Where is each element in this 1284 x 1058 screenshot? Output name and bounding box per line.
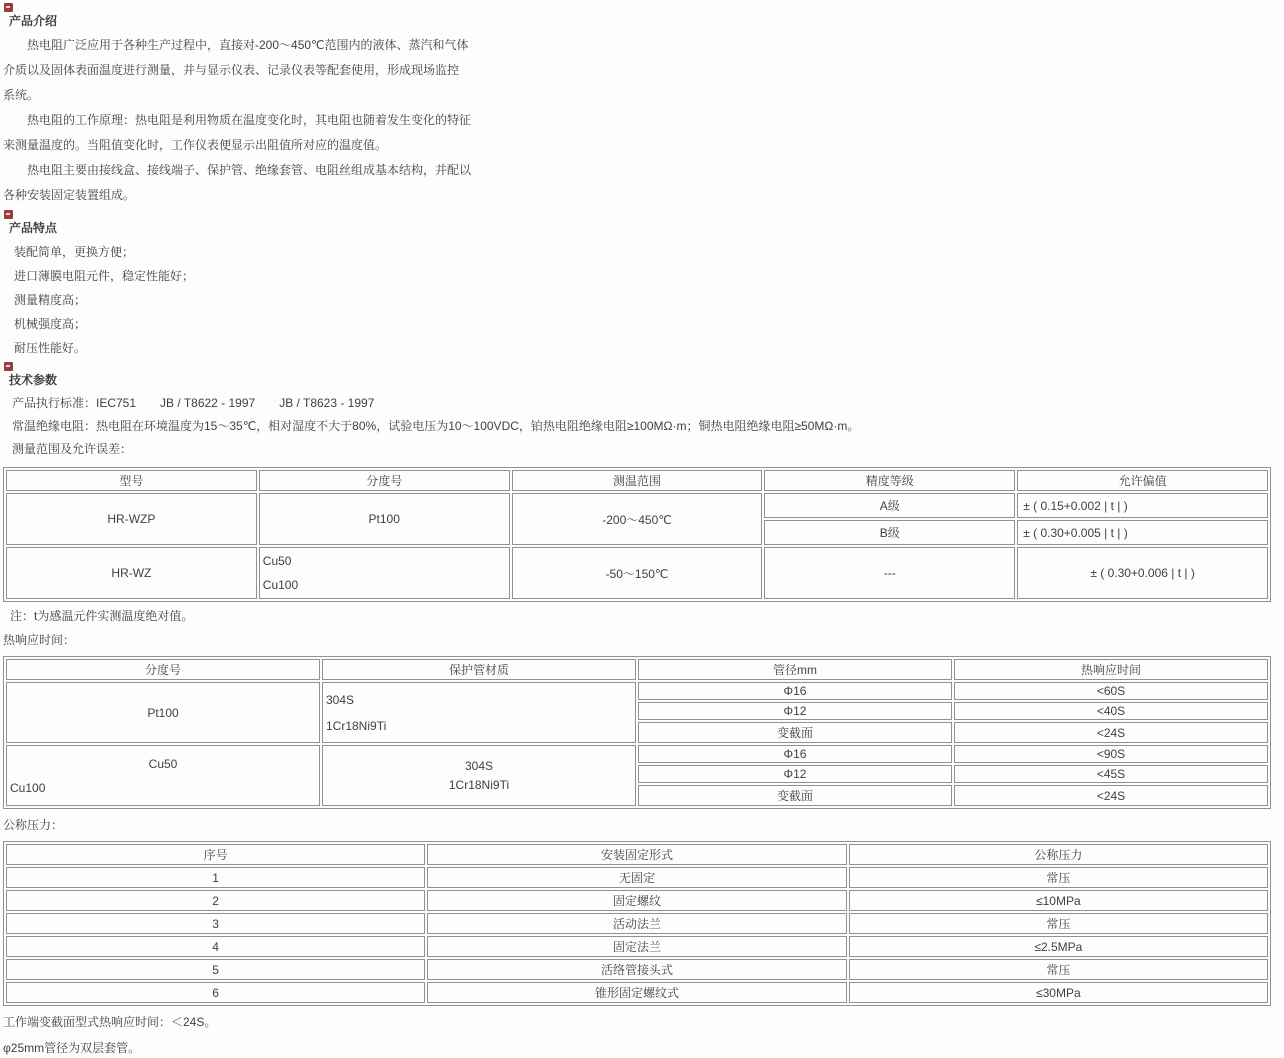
cell-diameter: Φ16 xyxy=(638,682,952,700)
cell-model: HR-WZP xyxy=(6,493,257,545)
cell-response-time: <40S xyxy=(954,702,1268,720)
cell-diameter: Φ12 xyxy=(638,702,952,720)
cell-model: HR-WZ xyxy=(6,547,257,599)
table-row xyxy=(6,913,1268,934)
feature-item: 机械强度高； xyxy=(14,317,87,331)
cell-diameter: Φ12 xyxy=(638,765,952,783)
broken-image-icon xyxy=(4,362,13,371)
cell-mounting: 活动法兰 xyxy=(427,913,846,934)
cell-range: -50～150℃ xyxy=(512,547,763,599)
cell-range: -200～450℃ xyxy=(512,493,763,545)
material-line: 1Cr18Ni9Ti xyxy=(326,718,387,733)
column-header-diameter: 管径mm xyxy=(638,659,952,680)
cell-index: 1 xyxy=(6,867,425,888)
insulation-line: 常温绝缘电阻：热电阻在环境温度为15～35℃，相对湿度不大于80%，试验电压为10～100VDC，铂热电阻绝缘电阻≥100MΩ·m；铜热电阻绝缘电阻≥50MΩ·m。 xyxy=(12,419,860,433)
cell-mounting: 固定螺纹 xyxy=(427,890,846,911)
graduation-line: Cu50 xyxy=(148,756,178,771)
table-row xyxy=(6,867,1268,888)
cell-pressure: ≤30MPa xyxy=(849,982,1268,1003)
table-row xyxy=(6,936,1268,957)
feature-item: 进口薄膜电阻元件，稳定性能好； xyxy=(14,269,195,283)
intro-paragraph-line: 热电阻广泛应用于各种生产过程中，直接对-200～450℃范围内的液体、蒸汽和气体 xyxy=(27,38,469,52)
table-row xyxy=(6,982,1268,1003)
cell-deviation: ± ( 0.30+0.006 | t | ) xyxy=(1017,547,1268,599)
material-line: 304S xyxy=(464,758,494,773)
feature-item: 耐压性能好。 xyxy=(14,341,87,355)
cell-pressure: 常压 xyxy=(849,959,1268,980)
column-header-deviation: 允许偏值 xyxy=(1017,470,1268,491)
cell-mounting: 锥形固定螺纹式 xyxy=(427,982,846,1003)
cell-index: 5 xyxy=(6,959,425,980)
cell-response-time: <90S xyxy=(954,745,1268,763)
standard-line: 产品执行标准：IEC751 JB / T8622 - 1997 JB / T8623 - 1997 xyxy=(12,396,375,410)
graduation-line: Cu100 xyxy=(262,578,299,592)
cell-response-time: <60S xyxy=(954,682,1268,700)
cell-response-time: <24S xyxy=(954,785,1268,806)
table-row xyxy=(6,547,1268,599)
intro-paragraph-line: 各种安装固定装置组成。 xyxy=(3,188,136,202)
cell-diameter: 变截面 xyxy=(638,785,952,806)
cell-index: 6 xyxy=(6,982,425,1003)
table-row xyxy=(6,890,1268,911)
feature-item: 装配简单，更换方便； xyxy=(14,245,135,259)
graduation-line: Cu100 xyxy=(10,780,46,795)
column-header-accuracy: 精度等级 xyxy=(764,470,1015,491)
table-row xyxy=(6,959,1268,980)
column-header-response-time: 热响应时间 xyxy=(954,659,1268,680)
cell-material xyxy=(322,682,636,743)
section-product-features xyxy=(3,210,1278,360)
graduation-line: Cu50 xyxy=(262,554,292,568)
table-header-row xyxy=(6,844,1268,865)
cell-response-time: <45S xyxy=(954,765,1268,783)
column-header-index: 序号 xyxy=(6,844,425,865)
cell-deviation-b: ± ( 0.30+0.005 | t | ) xyxy=(1017,520,1268,545)
cell-diameter: Φ16 xyxy=(638,745,952,763)
cell-grade: --- xyxy=(764,547,1015,599)
footer-note: φ25mm管径为双层套管。 xyxy=(3,1041,141,1055)
cell-grade-b: B级 xyxy=(764,520,1015,545)
table-row xyxy=(6,682,1268,700)
section-title-product-features: 产品特点 xyxy=(9,221,58,235)
table-row xyxy=(6,493,1268,518)
column-header-range: 测温范围 xyxy=(512,470,763,491)
cell-pressure: 常压 xyxy=(849,867,1268,888)
nominal-pressure-table xyxy=(3,841,1271,1006)
cell-graduation xyxy=(6,745,320,806)
table-row xyxy=(6,745,1268,763)
intro-paragraph-line: 热电阻主要由接线盒、接线端子、保护管、绝缘套管、电阻丝组成基本结构，并配以 xyxy=(27,163,472,177)
column-header-graduation: 分度号 xyxy=(6,659,320,680)
intro-paragraph-line: 热电阻的工作原理：热电阻是利用物质在温度变化时，其电阻也随着发生变化的特征 xyxy=(27,113,472,127)
cell-pressure: ≤10MPa xyxy=(849,890,1268,911)
thermal-response-table xyxy=(3,656,1271,809)
cell-pressure: 常压 xyxy=(849,913,1268,934)
cell-mounting: 固定法兰 xyxy=(427,936,846,957)
table-header-row xyxy=(6,470,1268,491)
cell-graduation: Pt100 xyxy=(259,493,510,545)
column-header-graduation: 分度号 xyxy=(259,470,510,491)
table-header-row xyxy=(6,659,1268,680)
cell-mounting: 活络管接头式 xyxy=(427,959,846,980)
table-note: 注：t为感温元件实测温度绝对值。 xyxy=(10,609,194,623)
broken-image-icon xyxy=(4,3,13,12)
cell-grade-a: A级 xyxy=(764,493,1015,518)
measuring-range-table xyxy=(3,467,1271,602)
column-header-material: 保护管材质 xyxy=(322,659,636,680)
cell-graduation xyxy=(259,547,510,599)
section-tech-params xyxy=(3,362,1278,1058)
section-title-tech-params: 技术参数 xyxy=(9,373,58,387)
broken-image-icon xyxy=(4,210,13,219)
column-header-pressure: 公称压力 xyxy=(849,844,1268,865)
cell-index: 3 xyxy=(6,913,425,934)
pressure-table-label: 公称压力： xyxy=(3,818,64,832)
cell-index: 2 xyxy=(6,890,425,911)
response-table-label: 热响应时间： xyxy=(3,633,76,647)
intro-paragraph-line: 来测量温度的。当阻值变化时，工作仪表便显示出阻值所对应的温度值。 xyxy=(3,138,388,152)
range-table-label: 测量范围及允许误差： xyxy=(12,442,133,456)
section-title-product-intro: 产品介绍 xyxy=(9,14,58,28)
cell-diameter: 变截面 xyxy=(638,722,952,743)
cell-mounting: 无固定 xyxy=(427,867,846,888)
cell-deviation-a: ± ( 0.15+0.002 | t | ) xyxy=(1017,493,1268,518)
intro-paragraph-line: 介质以及固体表面温度进行测量，并与显示仪表、记录仪表等配套使用，形成现场监控 xyxy=(3,63,460,77)
footer-note: 工作端变截面型式热响应时间：＜24S。 xyxy=(3,1015,217,1029)
cell-graduation: Pt100 xyxy=(6,682,320,743)
feature-item: 测量精度高； xyxy=(14,293,87,307)
column-header-mounting: 安装固定形式 xyxy=(427,844,846,865)
cell-index: 4 xyxy=(6,936,425,957)
column-header-model: 型号 xyxy=(6,470,257,491)
intro-paragraph-line: 系统。 xyxy=(3,88,40,102)
cell-pressure: ≤2.5MPa xyxy=(849,936,1268,957)
cell-material xyxy=(322,745,636,806)
material-line: 304S xyxy=(326,692,355,707)
material-line: 1Cr18Ni9Ti xyxy=(448,777,510,792)
cell-response-time: <24S xyxy=(954,722,1268,743)
section-product-intro xyxy=(3,3,1278,208)
